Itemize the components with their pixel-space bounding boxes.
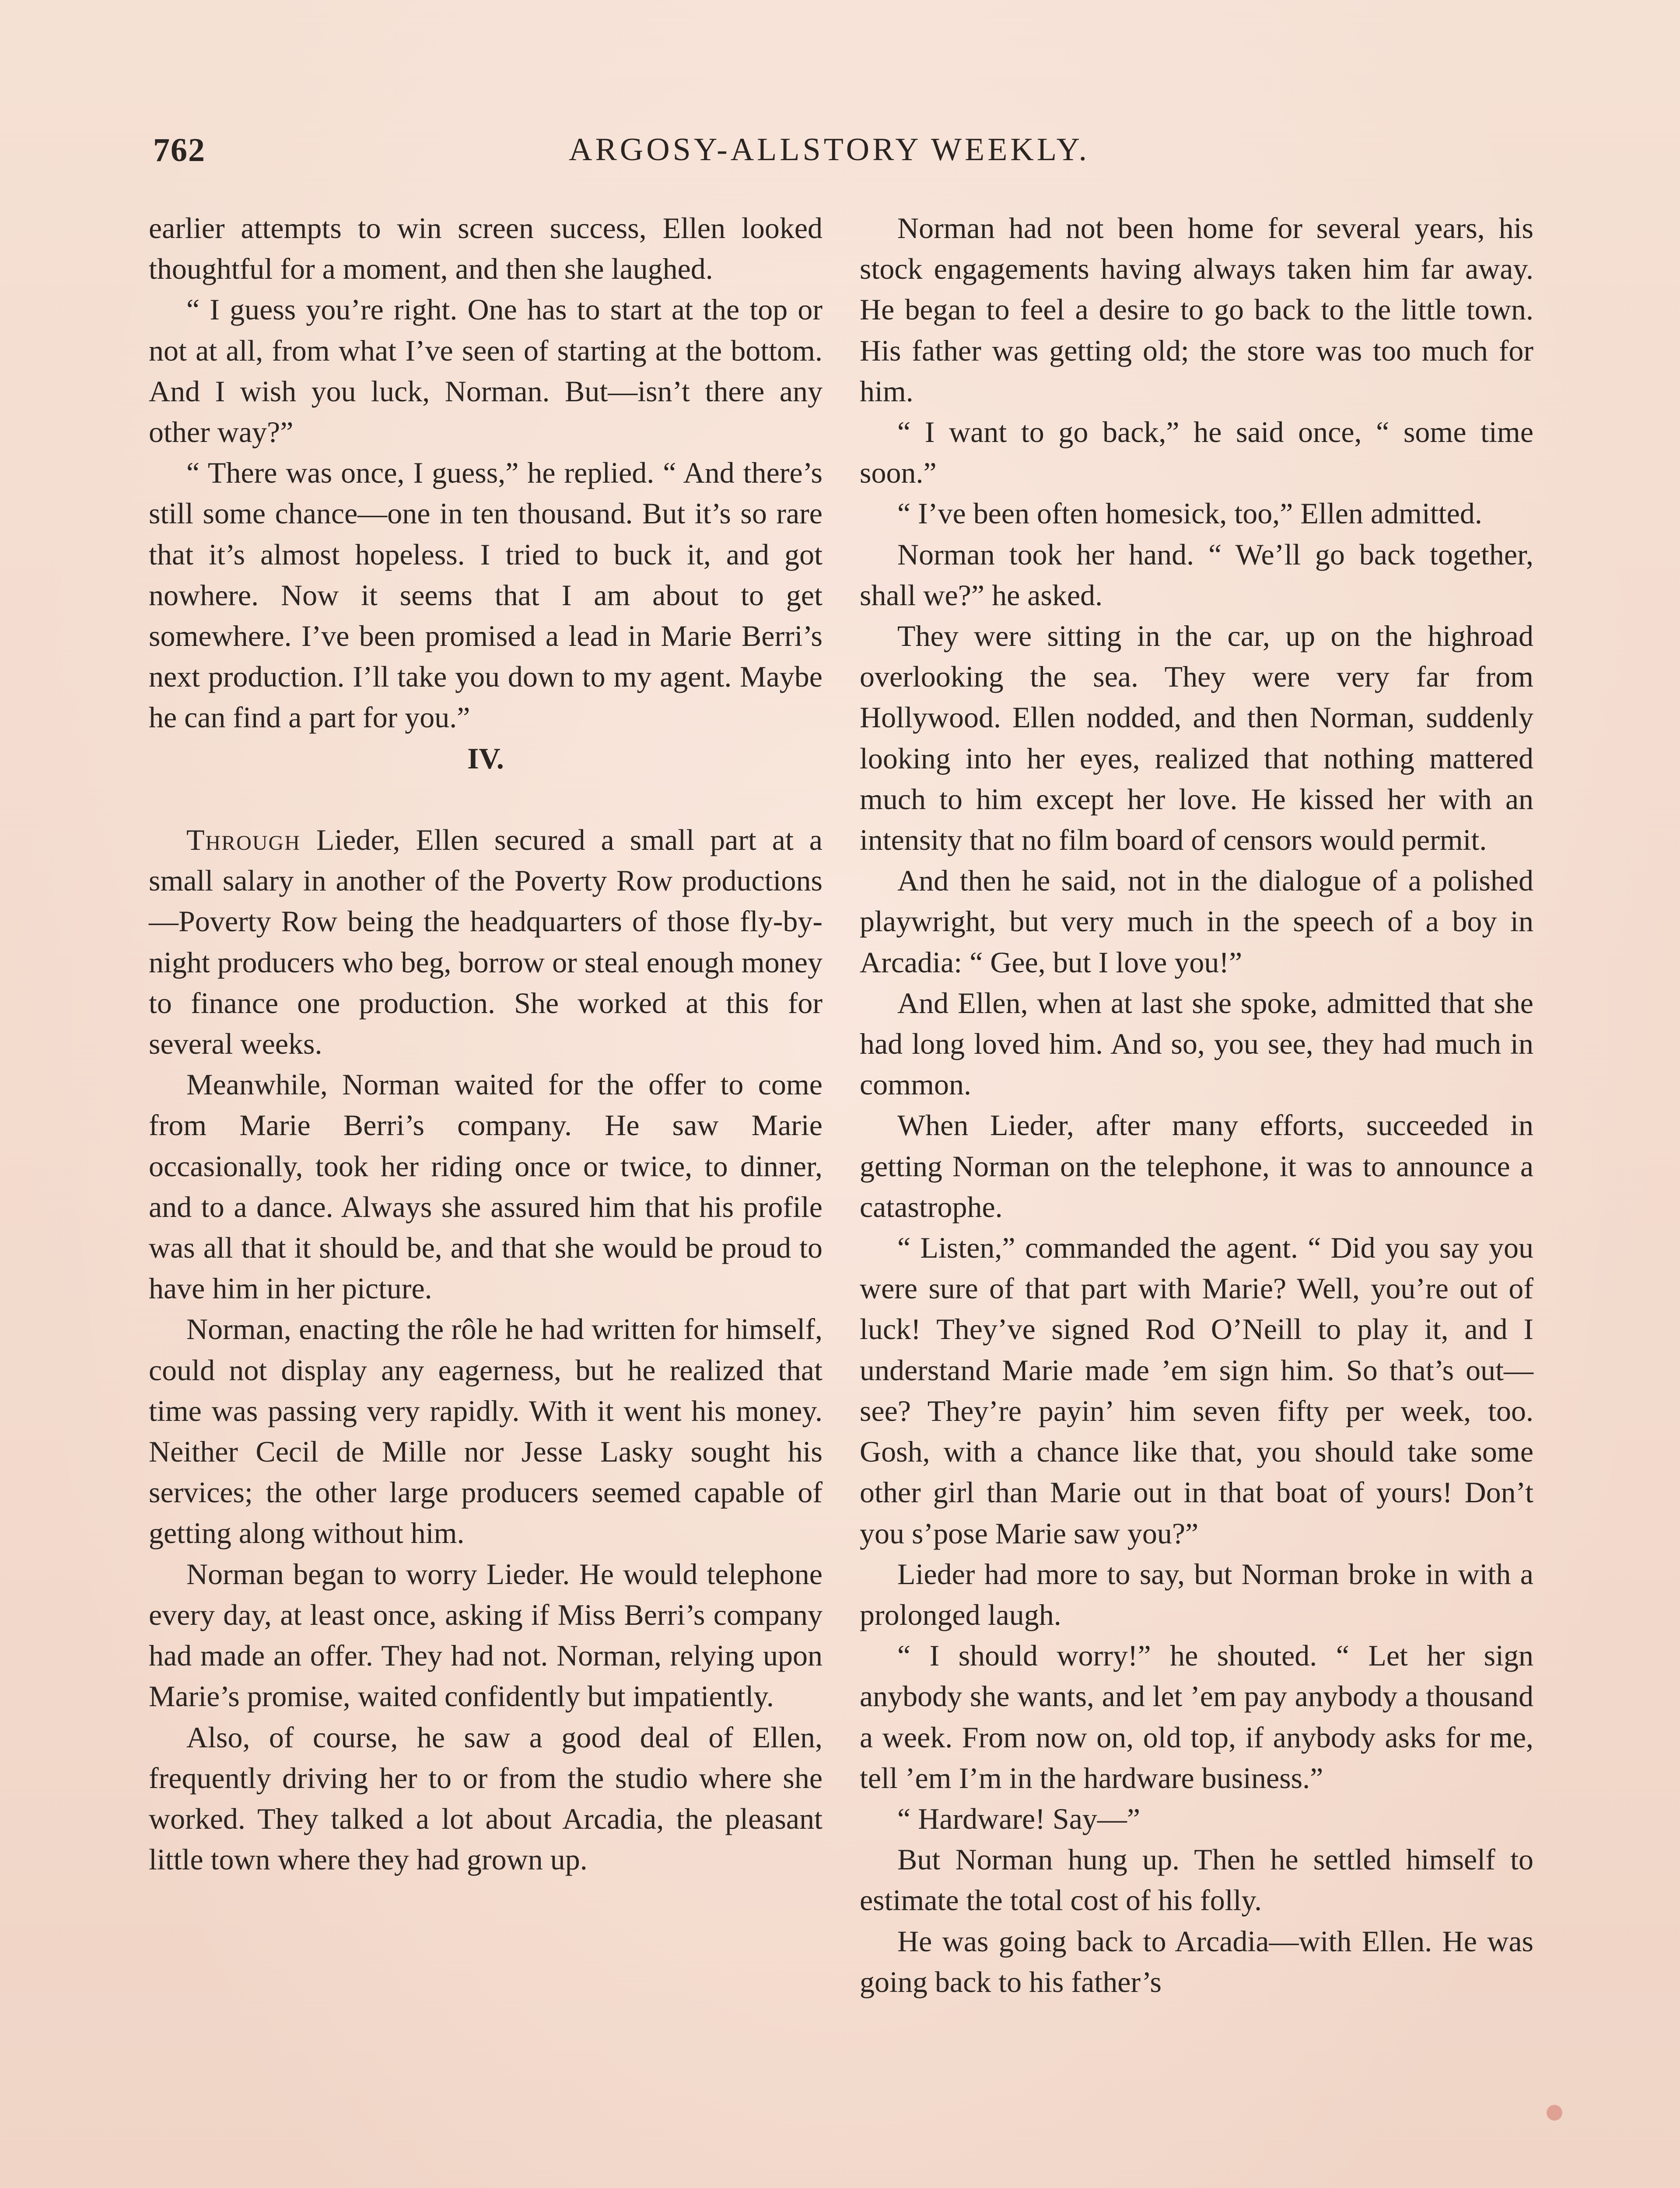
paragraph: “ I’ve been often homesick, too,” Ellen admitted.: [897, 497, 1482, 530]
paragraph: “ I guess you’re right. One has to start at the top or not at all, from what I’ve seen of starting at the bottom. And I wish you luck, Norman. But—isn’t there any other way?”: [149, 293, 822, 449]
paragraph: [149, 820, 822, 1064]
paragraph: “ I want to go back,” he said once, “ some time soon.”: [860, 415, 1533, 490]
paragraph: “ There was once, I guess,” he replied. “ And there’s still some chance—one in ten thousand. But it’s so rare that it’s almost hopeless. I tried to buck it, and got nowhere. Now it seems that I am about to get somewhere. I’ve been promised a lead in Marie Berri’s next production. I’ll take you down to my agent. Maybe he can find a part for you.”: [149, 456, 822, 734]
paragraph: “ I should worry!” he shouted. “ Let her sign anybody she wants, and let ’em pay anybody a thousand a week. From now on, old top, if anybody asks for me, tell ’em I’m in the hardware business.”: [860, 1639, 1533, 1795]
paragraph: They were sitting in the car, up on the highroad overlooking the sea. They were very far from Hollywood. Ellen nodded, and then Norman, suddenly looking into her eyes, realized that nothing mattered much to him except her love. He kissed her with an intensity that no film board of censors would permit.: [860, 619, 1533, 857]
paragraph: Lieder had more to say, but Norman broke in with a prolonged laugh.: [860, 1557, 1533, 1631]
paragraph-text: Lieder, Ellen secured a small part at a small salary in another of the Poverty Row productions—Poverty Row being the headquarters of those fly-by-night producers who beg, borrow or steal enough money to finance one production. She worked at this for several weeks.: [149, 823, 822, 1061]
paragraph: “ Hardware! Say—”: [897, 1802, 1141, 1835]
paragraph: Norman, enacting the rôle he had written for himself, could not display any eagerness, but he realized that time was passing very rapidly. With it went his money. Neither Cecil de Mille nor Jesse Lasky sought his services; the other large producers seemed capable of getting along without him.: [149, 1312, 822, 1550]
paragraph: Also, of course, he saw a good deal of Ellen, frequently driving her to or from the studio where she worked. They talked a lot about Arcadia, the pleasant little town where they had grown up.: [149, 1720, 822, 1876]
section-heading: IV.: [467, 741, 504, 775]
page-number: 762: [153, 132, 206, 168]
paragraph: earlier attempts to win screen success, Ellen looked thoughtful for a moment, and then she laughed.: [149, 211, 822, 286]
right-column: [860, 208, 1533, 2002]
paragraph: “ Listen,” commanded the agent. “ Did you say you were sure of that part with Marie? Well, you’re out of luck! They’ve signed Rod O’Neill to play it, and I understand Marie made ’em sign him. So that’s out—see? They’re payin’ him seven fifty per week, too. Gosh, with a chance like that, you should take some other girl than Marie out in that boat of yours! Don’t you s’pose Marie saw you?”: [860, 1231, 1533, 1550]
ink-spot: [1547, 2105, 1562, 2121]
paragraph: Norman began to worry Lieder. He would telephone every day, at least once, asking if Miss Berri’s company had made an offer. They had not. Norman, relying upon Marie’s promise, waited confidently but impatiently.: [149, 1557, 822, 1713]
page-header: [153, 131, 1527, 184]
paragraph: And then he said, not in the dialogue of a polished playwright, but very much in the speech of a boy in Arcadia: “ Gee, but I love you!”: [860, 864, 1533, 979]
drop-lead-word: Through: [186, 823, 301, 857]
left-column: [149, 208, 822, 1880]
paragraph: When Lieder, after many efforts, succeeded in getting Norman on the telephone, it was to announce a catastrophe.: [860, 1108, 1533, 1224]
paragraph: But Norman hung up. Then he settled himself to estimate the total cost of his folly.: [860, 1843, 1533, 1917]
running-head: ARGOSY-ALLSTORY WEEKLY.: [569, 132, 1090, 168]
paragraph: Norman had not been home for several years, his stock engagements having always taken him far away. He began to feel a desire to go back to the little town. His father was getting old; the store was too much for him.: [860, 211, 1533, 408]
paragraph: He was going back to Arcadia—with Ellen. He was going back to his father’s: [860, 1924, 1533, 1999]
paragraph: Meanwhile, Norman waited for the offer to come from Marie Berri’s company. He saw Marie occasionally, took her riding once or twice, to dinner, and to a dance. Always she assured him that his profile was all that it should be, and that she would be proud to have him in her picture.: [149, 1068, 822, 1305]
paragraph: And Ellen, when at last she spoke, admitted that she had long loved him. And so, you see, they had much in common.: [860, 986, 1533, 1101]
paragraph: Norman took her hand. “ We’ll go back together, shall we?” he asked.: [860, 537, 1533, 612]
